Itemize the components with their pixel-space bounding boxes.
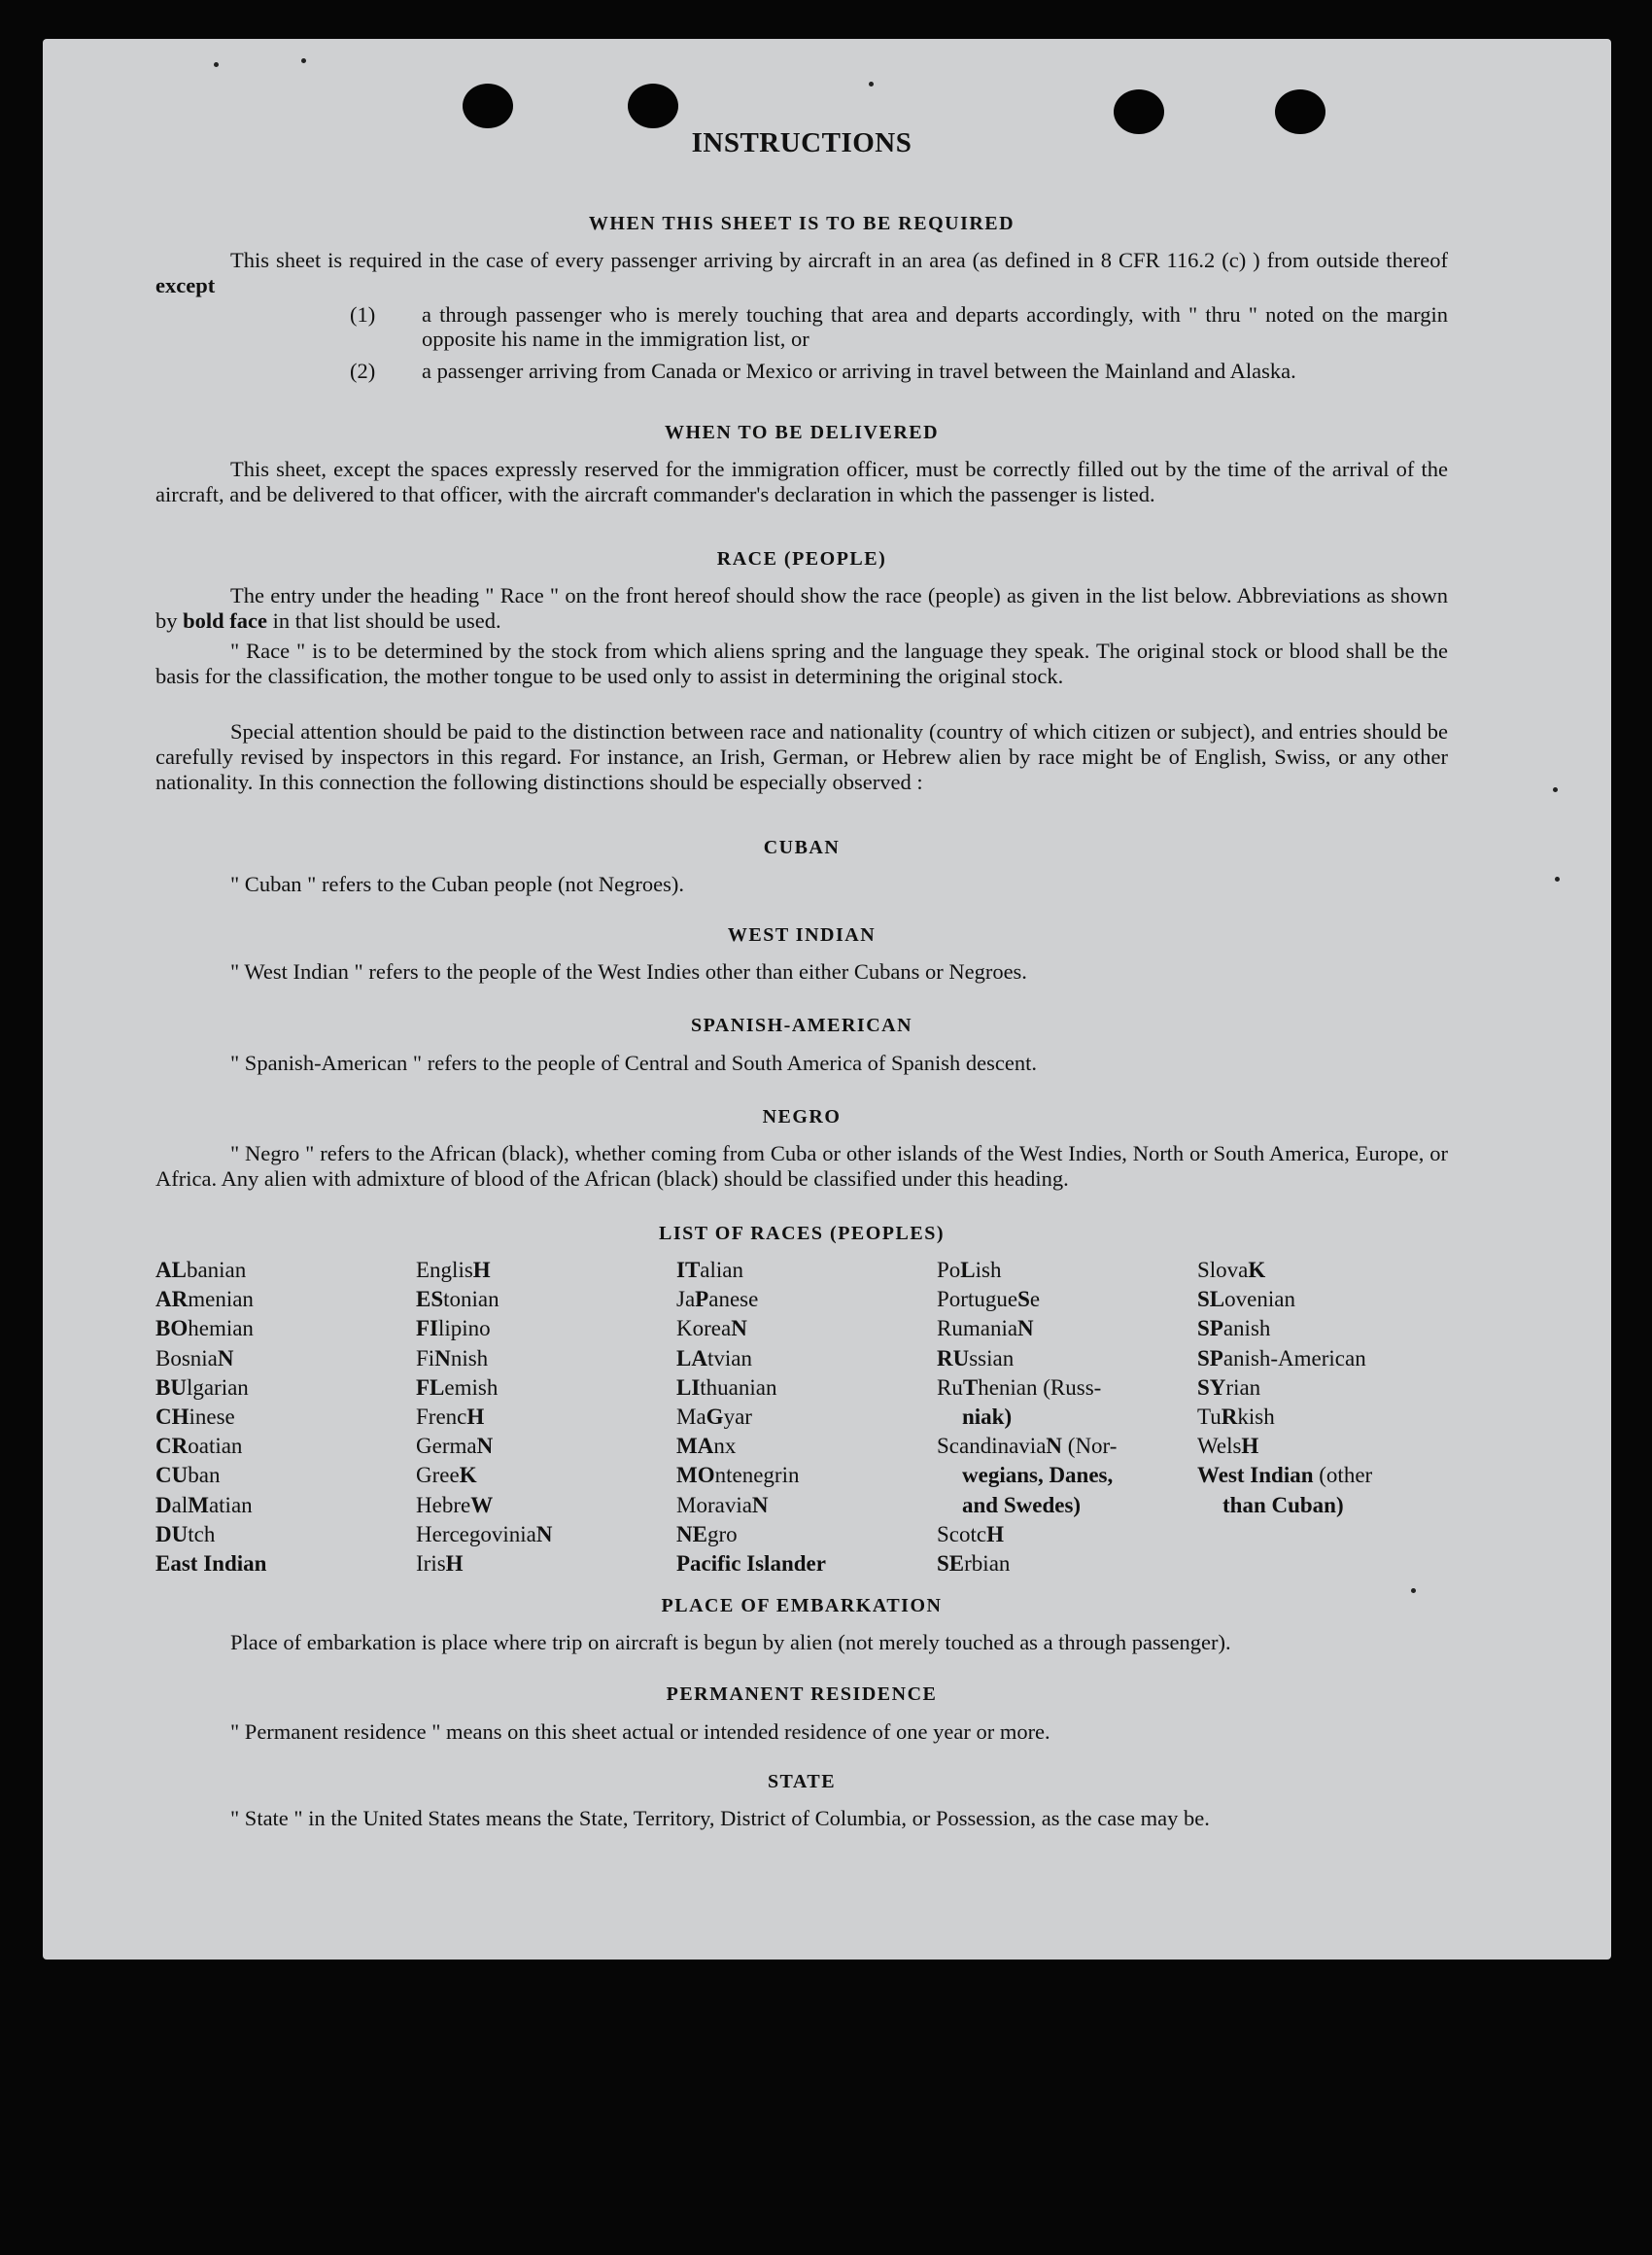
race-entry <box>155 1403 266 1432</box>
race-abbrev: LA <box>676 1345 707 1370</box>
race-name: e <box>1029 1287 1041 1312</box>
race-abbrev: RU <box>937 1345 970 1370</box>
heading-permanent-residence: PERMANENT RESIDENCE <box>666 1683 938 1705</box>
race-entry <box>676 1403 826 1432</box>
paragraph-delivered: This sheet, except the spaces expressly reserved for the immigration officer, must be correctly filled out by the time of the arrival of the aircraft, and be delivered to that officer, with the aircraft commander's declaration in which the passenger is listed. <box>155 457 1448 506</box>
race-entry <box>937 1314 1117 1343</box>
punch-hole <box>628 84 678 128</box>
race-name: Slova <box>1197 1258 1249 1282</box>
race-name: Portugue <box>937 1287 1018 1312</box>
race-abbrev: R <box>1221 1405 1238 1430</box>
race-entry <box>416 1314 553 1343</box>
races-column-4 <box>937 1256 1117 1578</box>
race-name: ntenegrin <box>714 1463 800 1488</box>
race-name: Fi <box>416 1345 435 1370</box>
paragraph-embarkation: Place of embarkation is place where trip on aircraft is begun by alien (not merely touched as a through passenger). <box>230 1630 1231 1654</box>
race-name: Ja <box>676 1287 696 1312</box>
race-name: kish <box>1237 1405 1275 1430</box>
race-name: (other <box>1313 1463 1373 1488</box>
race-abbrev: M <box>188 1492 209 1517</box>
race-name: Frenc <box>416 1405 467 1430</box>
race-abbrev: D <box>155 1492 172 1517</box>
race-abbrev: N <box>731 1316 747 1341</box>
races-column-3 <box>676 1256 826 1578</box>
race-abbrev: CH <box>155 1405 189 1430</box>
race-abbrev: MA <box>676 1434 714 1459</box>
race-entry <box>937 1285 1117 1314</box>
speck <box>214 62 219 67</box>
race-abbrev: G <box>706 1405 724 1430</box>
race-name: lgarian <box>186 1374 249 1400</box>
race-entry <box>937 1520 1117 1549</box>
race-name: yar <box>723 1405 752 1430</box>
race-name: ish <box>975 1258 1002 1282</box>
race-abbrev: LI <box>676 1374 701 1400</box>
race-abbrev: N <box>535 1521 553 1546</box>
race-abbrev: West Indian <box>1197 1463 1314 1488</box>
race-entry <box>1197 1403 1372 1432</box>
heading-spanish-american: SPANISH-AMERICAN <box>690 1015 913 1036</box>
race-entry <box>155 1432 266 1461</box>
race-entry <box>676 1432 826 1461</box>
paragraph-state: " State " in the United States means the State, Territory, District of Columbia, or Possession, as the case may be. <box>230 1806 1210 1830</box>
race-entry <box>155 1344 266 1373</box>
race-entry <box>155 1314 266 1343</box>
race-name: emish <box>444 1374 499 1400</box>
race-abbrev: Pacific Islander <box>676 1551 826 1577</box>
race-entry <box>155 1491 266 1520</box>
race-abbrev: ES <box>416 1287 444 1312</box>
page-title: INSTRUCTIONS <box>691 127 912 158</box>
race-entry <box>937 1403 1117 1432</box>
race-entry <box>155 1373 266 1403</box>
race-entry <box>937 1344 1117 1373</box>
race-name: tvian <box>706 1345 752 1370</box>
race-name: Rumania <box>937 1316 1018 1341</box>
race-abbrev: wegians, Danes, <box>962 1463 1114 1488</box>
race-name: anish <box>1222 1316 1271 1341</box>
race-name: Germa <box>416 1434 477 1459</box>
race-abbrev: H <box>1241 1434 1259 1459</box>
race-name: Moravia <box>676 1492 752 1517</box>
race-abbrev: CR <box>155 1434 189 1459</box>
race-name: alian <box>700 1258 743 1282</box>
race-entry <box>1197 1461 1372 1490</box>
race-name: Ma <box>676 1405 706 1430</box>
race-abbrev: East Indian <box>155 1551 267 1577</box>
race-entry <box>937 1256 1117 1285</box>
race-abbrev: AL <box>155 1258 187 1282</box>
paragraph-cuban: " Cuban " refers to the Cuban people (not Negroes). <box>230 872 684 896</box>
race-entry <box>676 1256 826 1285</box>
race-abbrev: W <box>470 1492 494 1517</box>
race-name: Gree <box>416 1463 460 1488</box>
race-name: (Nor- <box>1062 1434 1118 1459</box>
heading-negro: NEGRO <box>762 1106 842 1128</box>
race-abbrev: IT <box>676 1258 701 1282</box>
race-abbrev: than Cuban) <box>1222 1492 1344 1517</box>
race-name: tch <box>188 1521 216 1546</box>
speck <box>1411 1588 1416 1593</box>
race-abbrev: BO <box>155 1316 189 1341</box>
race-abbrev: FI <box>416 1316 438 1341</box>
race-entry <box>1197 1256 1372 1285</box>
race-entry <box>676 1549 826 1578</box>
race-name: Scotc <box>937 1521 987 1546</box>
race-name: rian <box>1225 1374 1261 1400</box>
race-name: anish-American <box>1222 1345 1366 1370</box>
race-abbrev: SY <box>1197 1374 1226 1400</box>
race-entry <box>155 1520 266 1549</box>
race-name: ban <box>188 1463 221 1488</box>
race-abbrev: NE <box>676 1521 707 1546</box>
race-name: thuanian <box>700 1374 777 1400</box>
paragraph-race-3: Special attention should be paid to the distinction between race and nationality (country of which citizen or subject), and entries should be carefully revised by inspectors in this regard. For instance, an Irish, German, or Hebrew alien by race might be of English, Swiss, or any other nationality. In this connection the following distinctions should be especially observed : <box>155 719 1448 794</box>
race-entry <box>937 1491 1117 1520</box>
race-entry <box>676 1461 826 1490</box>
race-abbrev: N <box>751 1492 769 1517</box>
race-entry <box>416 1403 553 1432</box>
race-entry <box>416 1344 553 1373</box>
speck <box>869 82 874 87</box>
race-entry <box>155 1256 266 1285</box>
paragraph-race-1: The entry under the heading " Race " on the front hereof should show the race (people) as given in the list below. Abbreviations as shown by bold face in that list should be used. <box>155 583 1448 633</box>
paragraph-west-indian: " West Indian " refers to the people of the West Indies other than either Cubans or Negroes. <box>230 959 1027 984</box>
heading-when-required: WHEN THIS SHEET IS TO BE REQUIRED <box>588 213 1015 234</box>
race-abbrev: MO <box>676 1463 715 1488</box>
race-entry <box>155 1285 266 1314</box>
race-name: ssian <box>969 1345 1015 1370</box>
race-name: al <box>171 1492 189 1517</box>
heading-when-delivered: WHEN TO BE DELIVERED <box>664 422 940 443</box>
race-name: Englis <box>416 1258 473 1282</box>
race-abbrev: SE <box>937 1551 965 1577</box>
race-name: Hercegovinia <box>416 1521 536 1546</box>
race-abbrev: SP <box>1197 1345 1223 1370</box>
race-entry <box>416 1432 553 1461</box>
race-entry <box>1197 1432 1372 1461</box>
race-name: atian <box>208 1492 253 1517</box>
race-name: inese <box>189 1405 235 1430</box>
race-entry <box>416 1256 553 1285</box>
race-name: Tu <box>1197 1405 1222 1430</box>
heading-place-of-embarkation: PLACE OF EMBARKATION <box>661 1595 943 1616</box>
paragraph-race-2: " Race " is to be determined by the stock from which aliens spring and the language they speak. The original stock or blood shall be the basis for the classification, the mother tongue to be used only to assist in determining the original stock. <box>155 639 1448 688</box>
race-entry <box>937 1461 1117 1490</box>
races-column-5 <box>1197 1256 1372 1520</box>
race-name: nish <box>450 1345 489 1370</box>
speck <box>301 58 306 63</box>
race-name: oatian <box>188 1434 243 1459</box>
race-abbrev: N <box>217 1345 234 1370</box>
race-entry <box>676 1314 826 1343</box>
race-abbrev: niak) <box>962 1405 1013 1430</box>
race-entry <box>1197 1314 1372 1343</box>
heading-west-indian: WEST INDIAN <box>727 924 877 946</box>
race-abbrev: P <box>695 1287 709 1312</box>
race-abbrev: N <box>476 1434 494 1459</box>
heading-race: RACE (PEOPLE) <box>716 548 887 570</box>
race-entry <box>155 1461 266 1490</box>
paragraph-required: This sheet is required in the case of every passenger arriving by aircraft in an area (as defined in 8 CFR 116.2 (c) ) from outside thereof except <box>155 248 1448 297</box>
race-entry <box>676 1491 826 1520</box>
race-name: Ru <box>937 1374 963 1400</box>
race-name: ovenian <box>1224 1287 1295 1312</box>
race-abbrev: H <box>466 1405 485 1430</box>
race-name: Korea <box>676 1316 732 1341</box>
speck <box>1553 787 1558 792</box>
race-abbrev: SP <box>1197 1316 1223 1341</box>
race-abbrev: SL <box>1197 1287 1225 1312</box>
race-name: henian (Russ- <box>978 1374 1102 1400</box>
race-abbrev: L <box>960 1258 976 1282</box>
race-name: Hebre <box>416 1492 471 1517</box>
race-entry <box>1197 1344 1372 1373</box>
race-entry <box>416 1549 553 1578</box>
races-column-1 <box>155 1256 266 1578</box>
race-abbrev: S <box>1017 1287 1030 1312</box>
race-abbrev: BU <box>155 1374 187 1400</box>
race-abbrev: H <box>472 1258 491 1282</box>
punch-hole <box>463 84 513 128</box>
race-entry <box>937 1432 1117 1461</box>
race-entry <box>155 1549 266 1578</box>
race-entry <box>676 1373 826 1403</box>
race-abbrev: AR <box>155 1287 189 1312</box>
heading-list-of-races: LIST OF RACES (PEOPLES) <box>658 1223 945 1244</box>
race-entry <box>416 1520 553 1549</box>
race-name: hemian <box>188 1316 254 1341</box>
speck <box>1555 877 1560 882</box>
paragraph-negro: " Negro " refers to the African (black), whether coming from Cuba or other islands of the West Indies, North or South America, Europe, or Africa. Any alien with admixture of blood of the African (black) should be classified under this heading. <box>155 1141 1448 1191</box>
race-abbrev: K <box>1248 1258 1266 1282</box>
race-name: Wels <box>1197 1434 1242 1459</box>
race-entry <box>1197 1491 1372 1520</box>
race-entry <box>1197 1373 1372 1403</box>
race-entry <box>937 1373 1117 1403</box>
race-entry <box>676 1285 826 1314</box>
race-abbrev: FL <box>416 1374 445 1400</box>
race-name: tonian <box>443 1287 499 1312</box>
race-name: banian <box>186 1258 247 1282</box>
race-name: anese <box>708 1287 759 1312</box>
race-name: lipino <box>438 1316 491 1341</box>
race-abbrev: N <box>1046 1434 1063 1459</box>
race-entry <box>937 1549 1117 1578</box>
race-abbrev: DU <box>155 1521 189 1546</box>
race-name: gro <box>706 1521 738 1546</box>
race-entry <box>676 1344 826 1373</box>
race-abbrev: N <box>434 1345 451 1370</box>
race-abbrev: H <box>986 1521 1004 1546</box>
race-name: rbian <box>964 1551 1011 1577</box>
race-entry <box>1197 1285 1372 1314</box>
race-entry <box>416 1491 553 1520</box>
race-name: menian <box>188 1287 254 1312</box>
race-entry <box>416 1285 553 1314</box>
heading-state: STATE <box>767 1771 837 1792</box>
heading-cuban: CUBAN <box>763 837 841 858</box>
race-entry <box>676 1520 826 1549</box>
race-name: Scandinavia <box>937 1434 1047 1459</box>
race-entry <box>416 1373 553 1403</box>
race-entry <box>416 1461 553 1490</box>
paragraph-spanish-american: " Spanish-American " refers to the people of Central and South America of Spanish descent. <box>230 1051 1038 1075</box>
race-abbrev: H <box>445 1551 464 1577</box>
race-name: Bosnia <box>155 1345 218 1370</box>
paragraph-residence: " Permanent residence " means on this sheet actual or intended residence of one year or more. <box>230 1719 1050 1744</box>
race-abbrev: K <box>459 1463 477 1488</box>
race-abbrev: T <box>962 1374 979 1400</box>
race-name: Po <box>937 1258 961 1282</box>
race-name: Iris <box>416 1551 446 1577</box>
race-abbrev: N <box>1017 1316 1034 1341</box>
races-column-2 <box>416 1256 553 1578</box>
race-abbrev: CU <box>155 1463 189 1488</box>
race-name: nx <box>713 1434 737 1459</box>
race-abbrev: and Swedes) <box>962 1492 1082 1517</box>
